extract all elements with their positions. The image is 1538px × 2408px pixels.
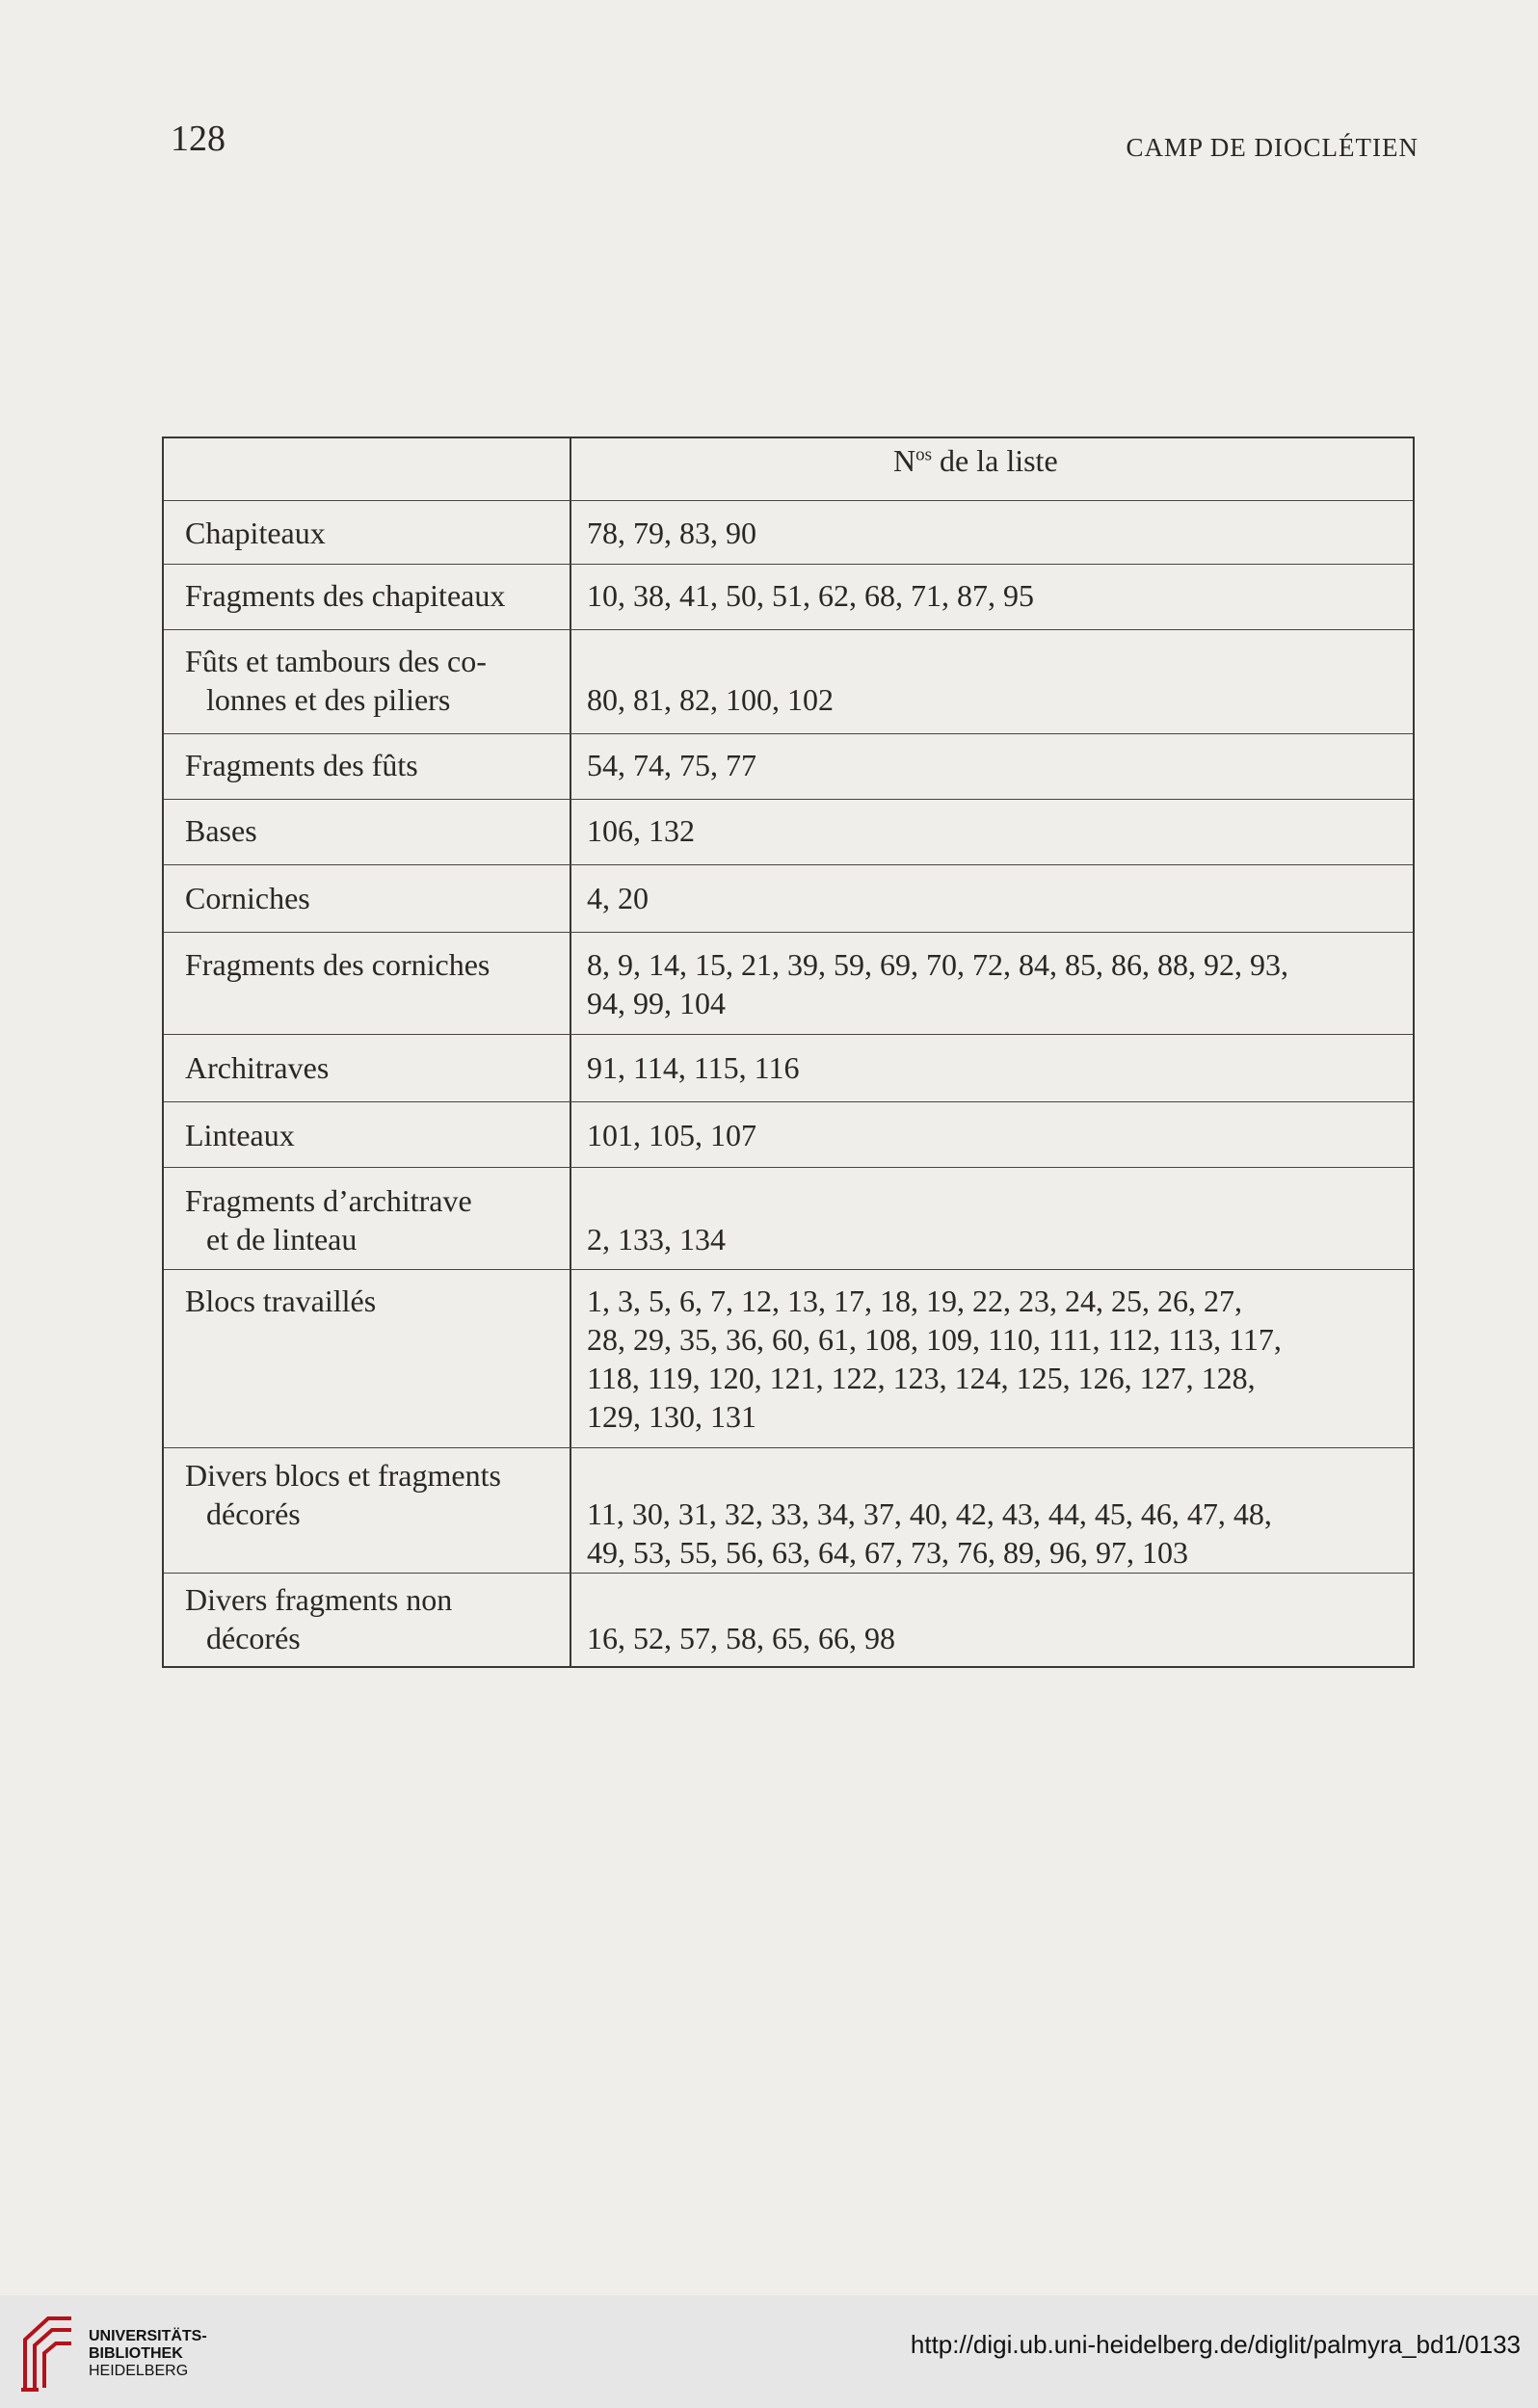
library-logo-text: UNIVERSITÄTS- BIBLIOTHEK HEIDELBERG — [89, 2328, 207, 2379]
table-row — [164, 1167, 1413, 1270]
row-numbers: 16, 52, 57, 58, 65, 66, 98 — [587, 1621, 895, 1655]
row-numbers: 91, 114, 115, 116 — [587, 1050, 800, 1085]
table-row — [164, 864, 1413, 933]
row-label: Fragments des chapiteaux — [185, 578, 506, 613]
table-row — [164, 1034, 1413, 1102]
row-numbers: 54, 74, 75, 77 — [587, 748, 756, 782]
row-numbers: 101, 105, 107 — [587, 1118, 756, 1152]
library-logo-icon — [19, 2311, 77, 2394]
row-label: Linteaux — [185, 1118, 295, 1152]
row-numbers: 11, 30, 31, 32, 33, 34, 37, 40, 42, 43, 44, 45, 46, 47, 48, 49, 53, 55, 56, 63, 64, 67, 73, 76, 89, 96, 97, 103 — [587, 1496, 1272, 1570]
table-row — [164, 799, 1413, 865]
inventory-table — [162, 437, 1415, 1668]
row-numbers: 78, 79, 83, 90 — [587, 516, 756, 550]
row-label: Blocs travaillés — [185, 1283, 377, 1318]
row-label: Corniches — [185, 881, 310, 915]
row-numbers: 2, 133, 134 — [587, 1222, 726, 1257]
table-row — [164, 733, 1413, 800]
row-numbers: 8, 9, 14, 15, 21, 39, 59, 69, 70, 72, 84, 85, 86, 88, 92, 93, 94, 99, 104 — [587, 947, 1288, 1020]
table-row — [164, 1447, 1413, 1574]
table-row — [164, 564, 1413, 630]
table-row — [164, 1269, 1413, 1448]
row-label: Fûts et tambours des co- lonnes et des piliers — [185, 644, 487, 717]
row-label: Architraves — [185, 1050, 330, 1085]
table-row — [164, 629, 1413, 734]
row-numbers: 4, 20 — [587, 881, 649, 915]
row-label: Fragments des fûts — [185, 748, 418, 782]
row-label: Chapiteaux — [185, 516, 326, 550]
row-label: Divers fragments non décorés — [185, 1582, 453, 1655]
table-row — [164, 932, 1413, 1035]
row-label: Bases — [185, 813, 257, 848]
table-header-row — [164, 438, 1413, 500]
column-header: $N^{os}$ de la liste — [893, 443, 1058, 478]
row-numbers: 1, 3, 5, 6, 7, 12, 13, 17, 18, 19, 22, 23, 24, 25, 26, 27, 28, 29, 35, 36, 60, 61, 108, 109, 110, 111, 112, 113, 117, 118, 119, 120, 121, 122, 123, 124, 125, 126, 127, 128, 129, 130, 131 — [587, 1283, 1282, 1434]
table-row — [164, 1573, 1413, 1667]
page-number: 128 — [171, 119, 225, 159]
row-label: Divers blocs et fragments décorés — [185, 1458, 501, 1531]
row-numbers: 10, 38, 41, 50, 51, 62, 68, 71, 87, 95 — [587, 578, 1034, 613]
table-row — [164, 1101, 1413, 1168]
footer-bar — [0, 2295, 1538, 2408]
row-label: Fragments d’architrave et de linteau — [185, 1183, 472, 1257]
source-url[interactable]: http://digi.ub.uni-heidelberg.de/diglit/palmyra_bd1/0133 — [910, 2330, 1521, 2359]
row-numbers: 80, 81, 82, 100, 102 — [587, 682, 834, 717]
table-row — [164, 500, 1413, 565]
running-head: CAMP DE DIOCLÉTIEN — [1126, 133, 1419, 162]
row-label: Fragments des corniches — [185, 947, 491, 982]
row-numbers: 106, 132 — [587, 813, 695, 848]
